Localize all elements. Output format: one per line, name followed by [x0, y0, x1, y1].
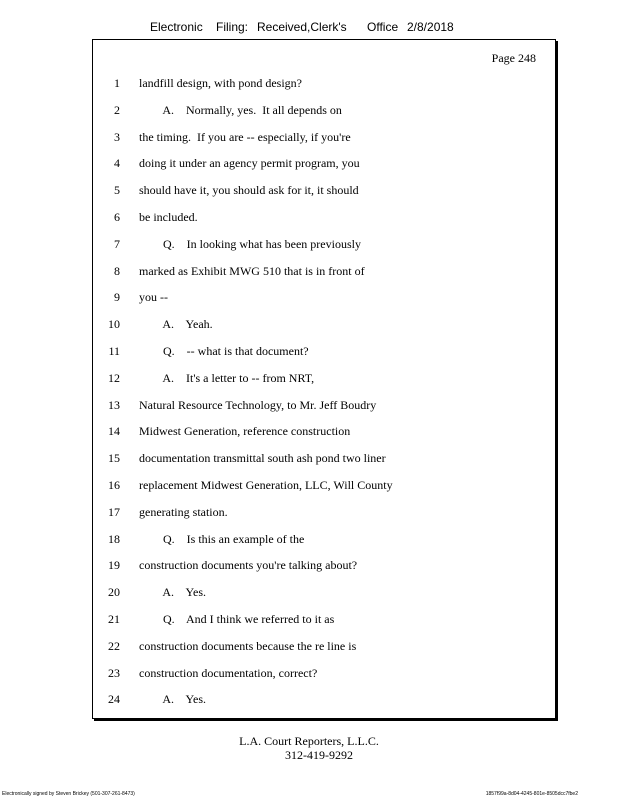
line-number: 2 [114, 102, 120, 117]
line-text: A. Yes. [139, 692, 207, 707]
line-number: 15 [108, 451, 120, 466]
line-text: construction documentation, correct? [139, 665, 318, 680]
line-text: you -- [139, 290, 168, 305]
line-number: 5 [114, 183, 120, 198]
line-number: 16 [108, 478, 120, 492]
line-text: landfill design, with pond design? [139, 76, 302, 90]
line-text: replacement Midwest Generation, LLC, Will County [139, 478, 393, 492]
transcript-line [93, 424, 555, 440]
line-number: 7 [114, 236, 120, 251]
filing-header [0, 20, 618, 36]
header-filing: Filing: [216, 20, 249, 34]
line-text: doing it under an agency permit program, you [139, 156, 360, 171]
header-electronic: Electronic [150, 20, 203, 34]
line-number: 8 [114, 263, 120, 278]
transcript-line [93, 103, 555, 119]
line-number: 6 [114, 210, 120, 224]
transcript-line [93, 290, 555, 306]
line-text: Q. And I think we referred to it as [139, 612, 335, 626]
transcript-page [92, 39, 556, 719]
line-text: documentation transmittal south ash pond two liner [139, 451, 386, 466]
transcript-line [93, 612, 555, 628]
transcript-line [93, 130, 555, 146]
transcript-line [93, 585, 555, 601]
footer-phone: 312-419-9292 [285, 748, 353, 762]
line-text: construction documents because the re line is [139, 638, 357, 653]
line-number: 10 [108, 317, 120, 332]
line-text: construction documents you're talking about? [139, 558, 358, 573]
transcript-line [93, 210, 555, 226]
line-number: 12 [108, 370, 120, 385]
transcript-line [93, 532, 555, 548]
signature-left: Electronically signed by Steven Brickey (501-307-261-8473) [2, 791, 135, 797]
header-office: Office [367, 20, 399, 34]
transcript-line [93, 237, 555, 253]
line-text: Natural Resource Technology, to Mr. Jeff Boudry [139, 397, 377, 412]
header-date: 2/8/2018 [407, 20, 454, 34]
line-number: 11 [108, 344, 120, 358]
transcript-line [93, 76, 555, 92]
transcript-line [93, 398, 555, 414]
transcript-line [93, 344, 555, 360]
line-text: should have it, you should ask for it, it should [139, 183, 359, 198]
line-text: A. Yes. [139, 585, 207, 600]
line-text: marked as Exhibit MWG 510 that is in front of [139, 263, 365, 278]
transcript-line [93, 317, 555, 333]
line-number: 20 [108, 585, 120, 600]
transcript-line [93, 505, 555, 521]
line-number: 19 [108, 558, 120, 573]
line-number: 23 [108, 665, 120, 680]
transcript-line [93, 478, 555, 494]
line-text: the timing. If you are -- especially, if you're [139, 129, 351, 144]
transcript-line [93, 451, 555, 467]
transcript-line [93, 558, 555, 574]
transcript-line [93, 183, 555, 199]
line-number: 14 [108, 424, 120, 439]
transcript-line [93, 639, 555, 655]
transcript-line [93, 264, 555, 280]
line-text: Q. In looking what has been previously [139, 236, 361, 251]
line-number: 4 [114, 156, 120, 171]
line-number: 21 [108, 612, 120, 626]
line-text: Q. Is this an example of the [139, 531, 305, 546]
signature-right: 1857f99a-8d04-4245-801e-8505dcc7fbe2 [485, 791, 578, 797]
line-text: generating station. [139, 504, 228, 519]
line-text: Q. -- what is that document? [139, 344, 309, 358]
line-text: Midwest Generation, reference construction [139, 424, 351, 439]
line-text: be included. [139, 210, 198, 224]
transcript-line [93, 371, 555, 387]
line-text: A. It's a letter to -- from NRT, [139, 370, 315, 385]
line-number: 9 [114, 290, 120, 305]
line-number: 13 [108, 397, 120, 412]
line-number: 3 [114, 129, 120, 144]
header-received: Received,Clerk's [257, 20, 347, 34]
line-number: 1 [114, 76, 120, 90]
line-number: 22 [108, 638, 120, 653]
transcript-line [93, 666, 555, 682]
page-number: Page 248 [491, 51, 536, 65]
line-text: A. Yeah. [139, 317, 213, 332]
transcript-line [93, 156, 555, 172]
line-text: A. Normally, yes. It all depends on [139, 102, 342, 117]
footer-company: L.A. Court Reporters, L.L.C. [239, 734, 379, 748]
line-number: 24 [108, 692, 120, 707]
line-number: 17 [108, 504, 120, 519]
transcript-line [93, 692, 555, 708]
line-number: 18 [108, 531, 120, 546]
